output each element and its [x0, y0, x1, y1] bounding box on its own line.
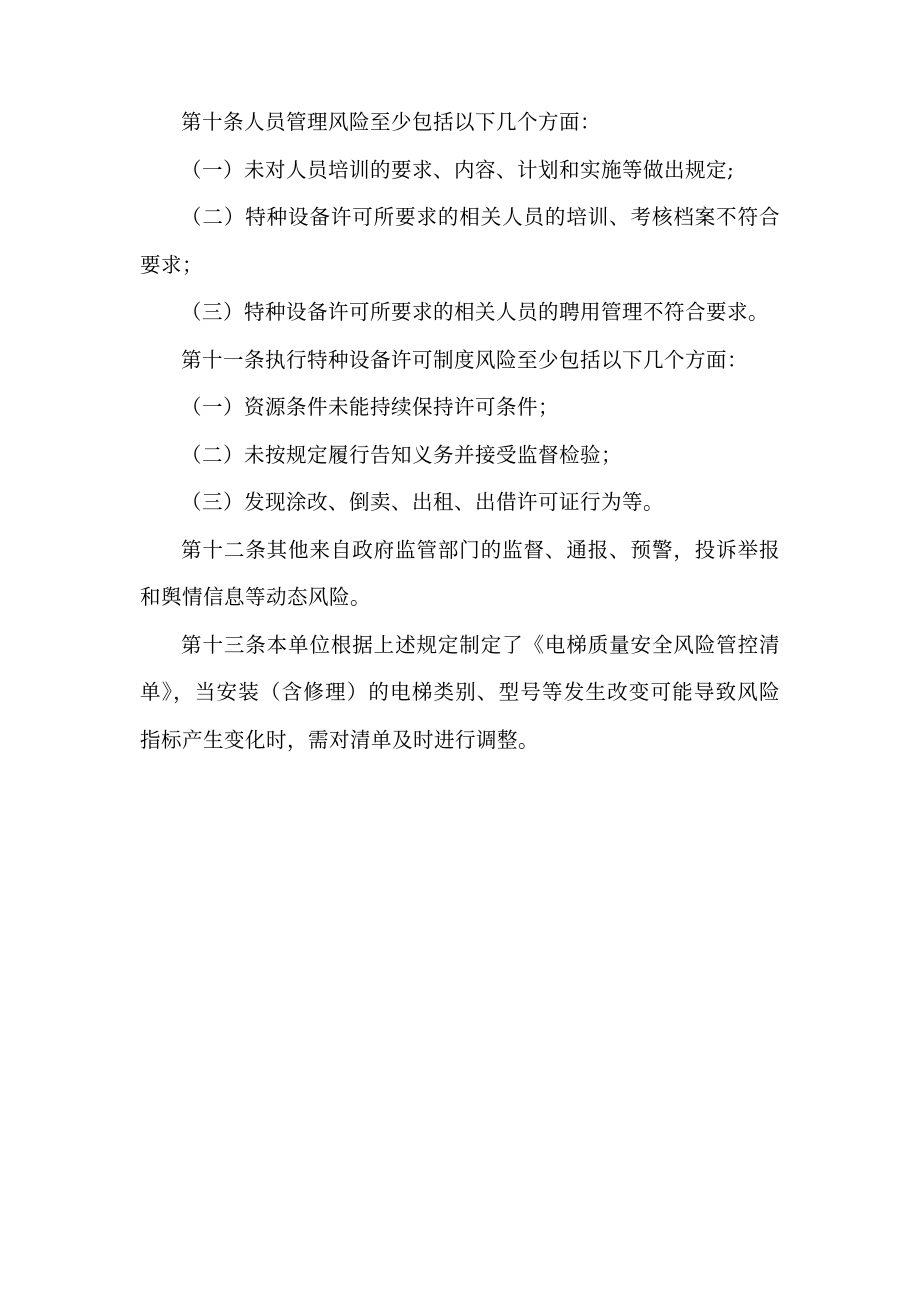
article-10-heading: 第十条人员管理风险至少包括以下几个方面： — [181, 110, 601, 134]
article-10-item-2: （二）特种设备许可所要求的相关人员的培训、考核档案不符合要求； — [140, 205, 780, 277]
article-11-item-1: （一）资源条件未能持续保持许可条件； — [181, 395, 559, 419]
article-11-heading: 第十一条执行特种设备许可制度风险至少包括以下几个方面： — [181, 347, 748, 372]
article-11-item-3: （三）发现涂改、倒卖、出租、出借许可证行为等。 — [181, 490, 664, 514]
article-12: 第十二条其他来自政府监管部门的监督、通报、预警，投诉举报和舆情信息等动态风险。 — [140, 537, 780, 609]
document-body — [140, 99, 780, 764]
article-13: 第十三条本单位根据上述规定制定了《电梯质量安全风险管控清单》，当安装（含修理）的电梯类别、型号等发生改变可能导致风险指标产生变化时，需对清单及时进行调整。 — [140, 632, 780, 752]
article-10-item-1: （一）未对人员培训的要求、内容、计划和实施等做出规定; — [181, 157, 735, 182]
article-10-item-3: （三）特种设备许可所要求的相关人员的聘用管理不符合要求。 — [181, 300, 769, 324]
article-11-item-2: （二）未按规定履行告知义务并接受监督检验； — [181, 442, 622, 467]
